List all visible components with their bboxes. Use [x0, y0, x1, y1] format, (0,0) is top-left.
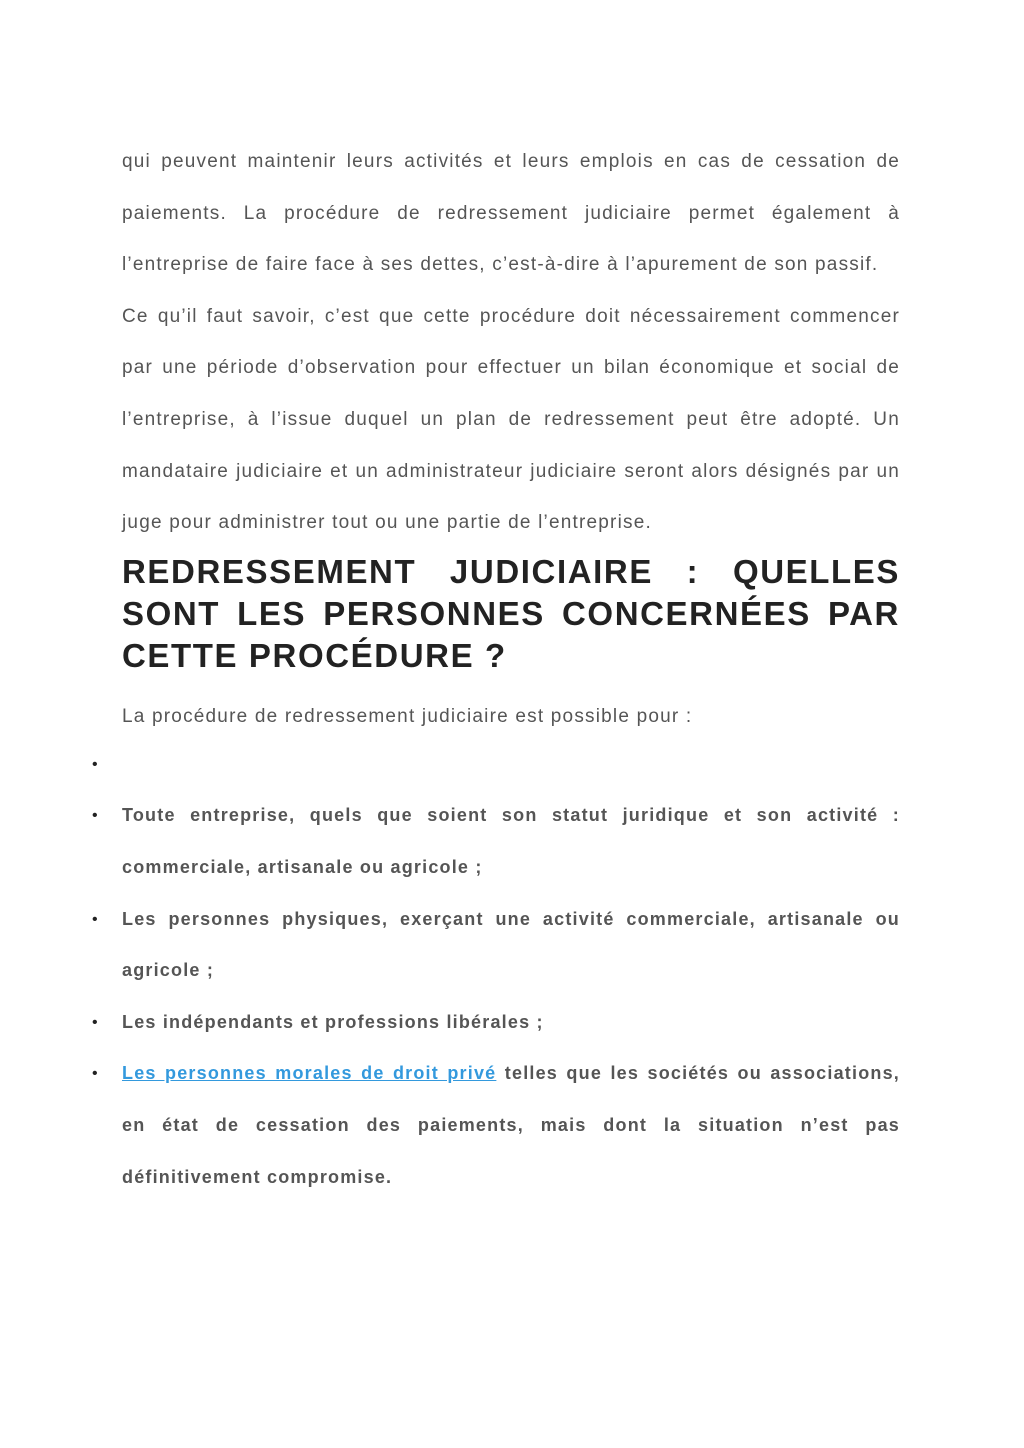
section-heading: REDRESSEMENT JUDICIAIRE : QUELLES SONT LES PERSONNES CONCERNÉES PAR CETTE PROCÉDURE ? [122, 552, 900, 674]
bullet-list [92, 739, 900, 1203]
list-item-empty [92, 739, 900, 791]
list-item [92, 1048, 900, 1203]
list-item-text: telles que les sociétés ou associations, en état de cessation des paiements, mais dont la situation n’est pas définitivement compromise. [122, 1063, 900, 1187]
bullet-icon: • [92, 910, 99, 928]
list-item-text: Les personnes physiques, exerçant une activité commerciale, artisanale ou agricole ; [122, 908, 900, 981]
paragraph-cessation: qui peuvent maintenir leurs activités et leurs emplois en cas de cessation de paiements. La procédure de redressement judiciaire permet également à l’entreprise de faire face à ses dettes, c’est-à-dire à l’apurement de son passif. [122, 151, 900, 276]
bullet-icon: • [92, 807, 99, 825]
document-page [92, 136, 900, 1203]
list-item [92, 894, 900, 997]
list-item-text: Toute entreprise, quels que soient son statut juridique et son activité : commerciale, artisanale ou agricole ; [122, 805, 900, 877]
list-item [92, 790, 900, 893]
intro-text: La procédure de redressement judiciaire est possible pour : [122, 705, 693, 727]
bullet-icon: • [92, 1065, 99, 1083]
personnes-morales-link[interactable]: Les personnes morales de droit privé [122, 1063, 497, 1084]
paragraph-observation: Ce qu’il faut savoir, c’est que cette procédure doit nécessairement commencer par une période d’observation pour effectuer un bilan économique et social de l’entreprise, à l’issue duquel un plan de redressement peut être adopté. Un mandataire judiciaire et un administrateur judiciaire seront alors désignés par un juge pour administrer tout ou une partie de l’entreprise. [122, 305, 900, 534]
bullet-icon: • [92, 755, 99, 773]
bullet-icon: • [92, 1013, 99, 1031]
list-item [92, 997, 900, 1049]
list-item-text: Les indépendants et professions libérales ; [122, 1011, 544, 1032]
